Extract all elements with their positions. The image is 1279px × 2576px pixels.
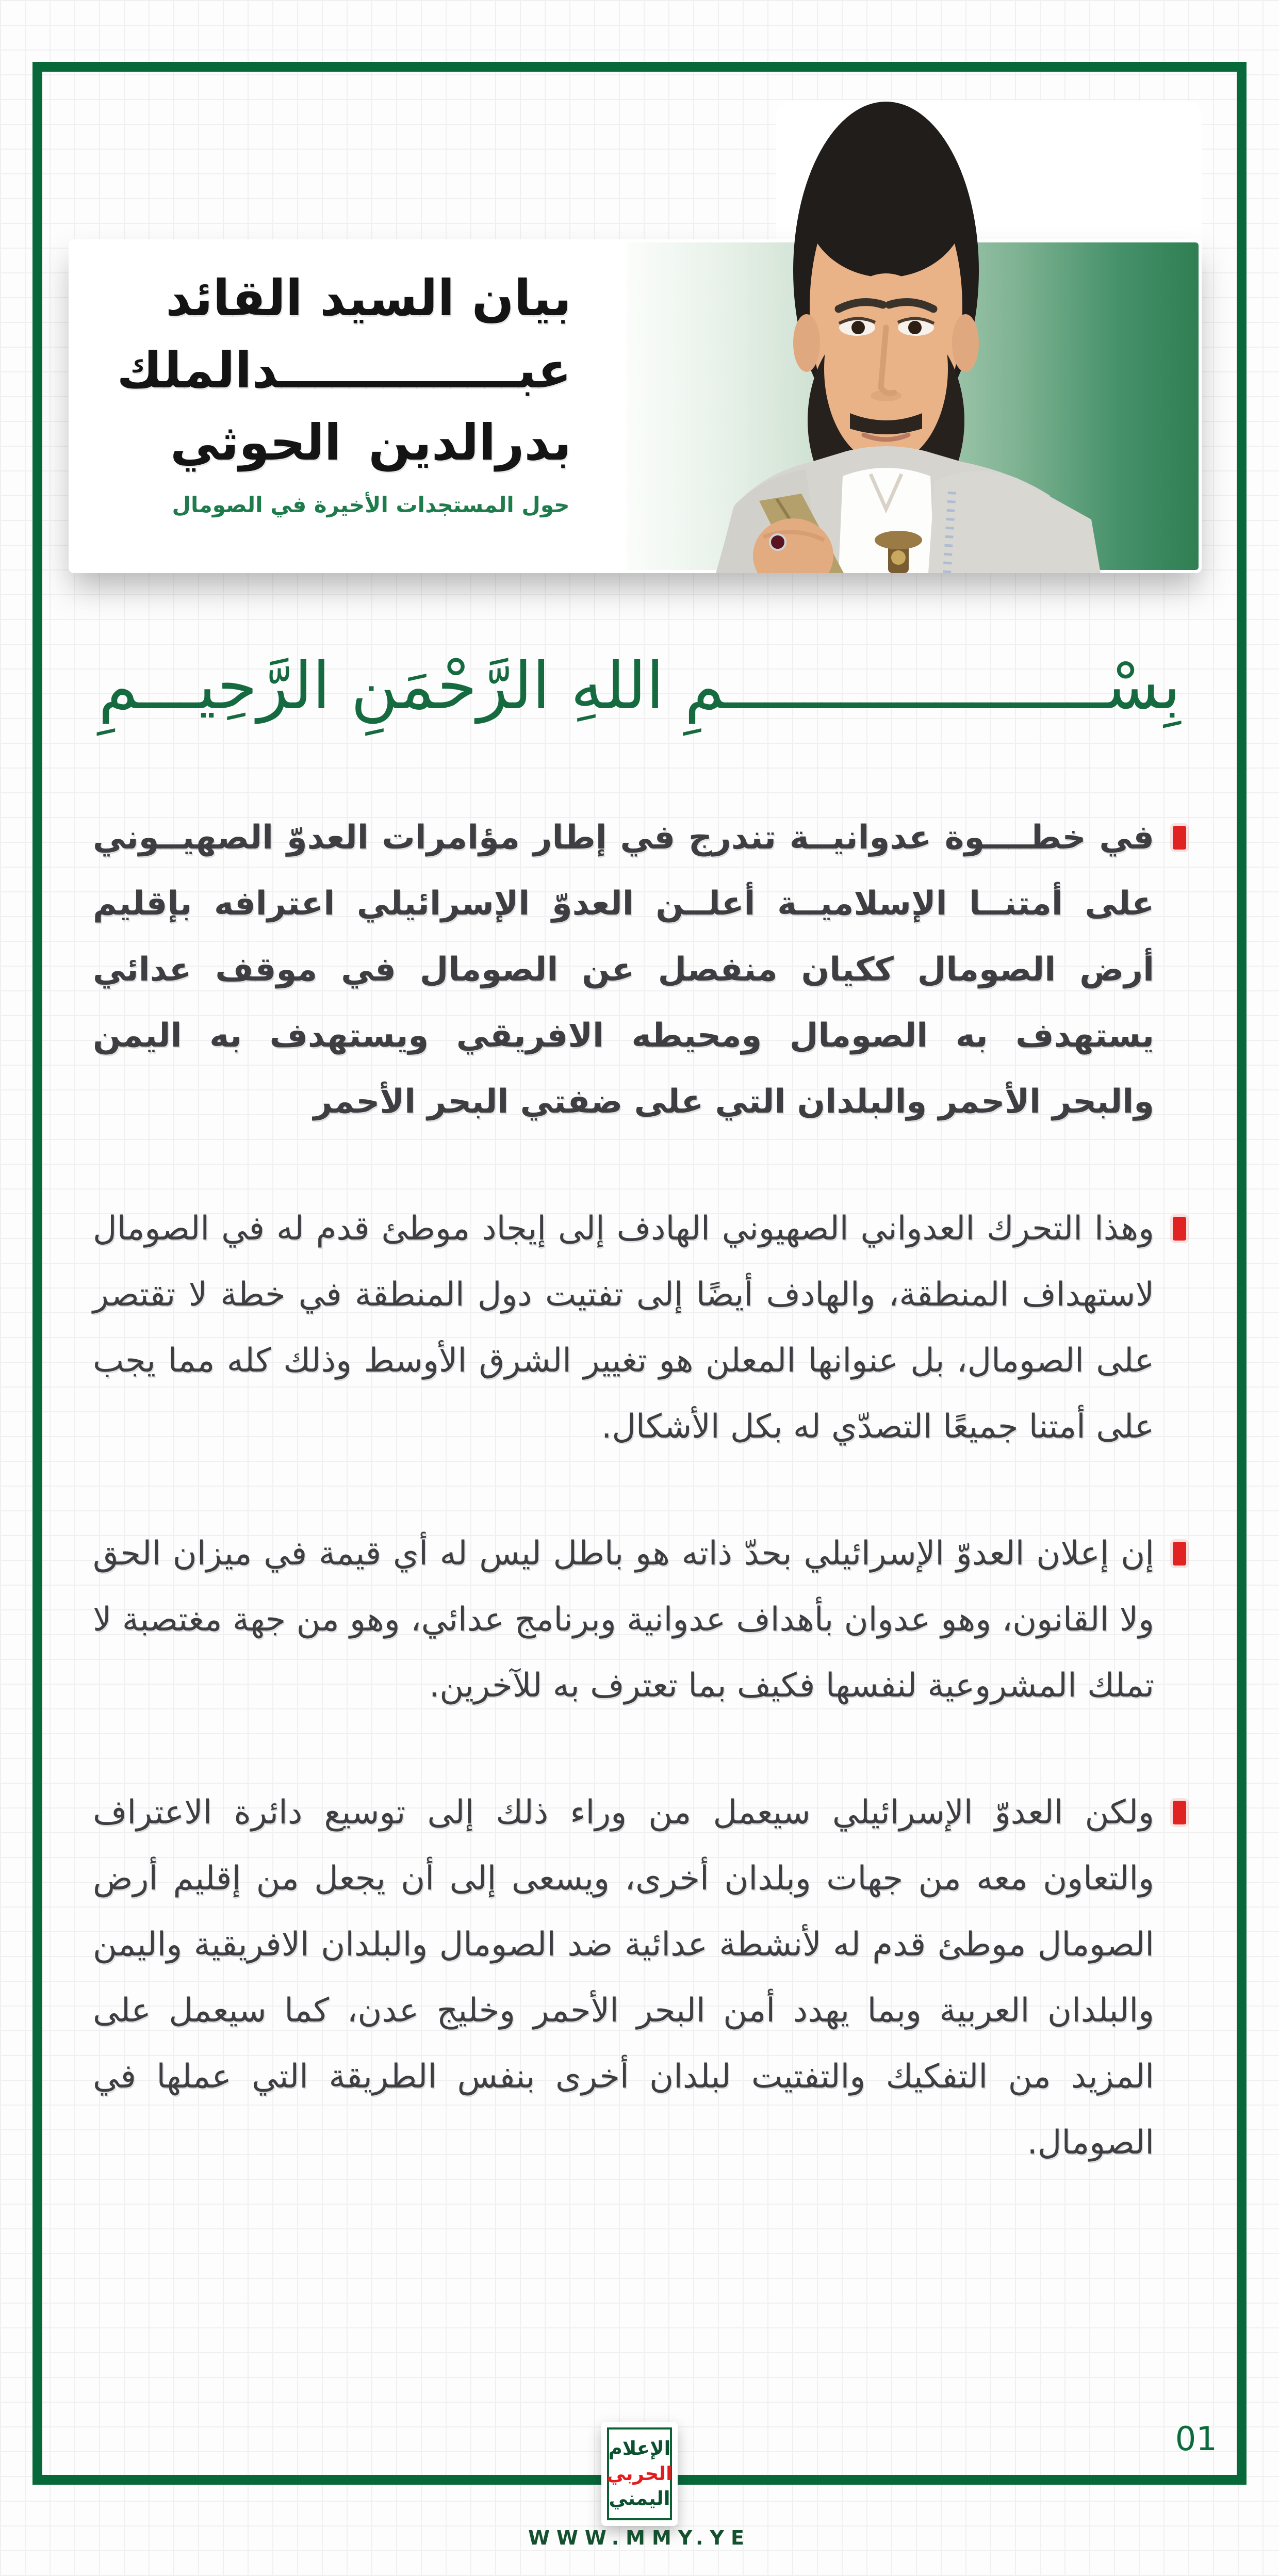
statement-paragraph: [93, 1521, 1186, 1719]
statement-paragraph: [93, 1196, 1186, 1460]
portrait-ear-left: [952, 314, 979, 372]
title-line-1: بيان السيد القائد: [166, 269, 571, 327]
bullet-icon: [1173, 1217, 1186, 1241]
leader-portrait: [686, 101, 1202, 573]
page-number: 01: [1175, 2420, 1217, 2458]
portrait-shawl-right: [928, 471, 1101, 573]
portrait-dagger-jewel: [891, 550, 906, 565]
title-line-3: بدرالدين الحوثي: [170, 414, 571, 471]
paragraph-text: إن إعلان العدوّ الإسرائيلي بحدّ ذاته هو باطل ليس له أي قيمة في ميزان الحق ولا القانون، وهو عدوان بأهداف عدوانية وبرنامج عدائي، وهو من جهة مغتصبة لا تملك المشروعية لنفسها فكيف بما تعترف به للآخرين.: [93, 1535, 1154, 1705]
portrait-cheeks: [824, 273, 948, 464]
bullet-icon: [1173, 1542, 1186, 1566]
portrait-iris-right: [851, 321, 865, 334]
subtitle: حول المستجدات الأخيرة في الصومال: [172, 492, 570, 517]
portrait-shirt: [839, 468, 934, 573]
website-url: WWW.MMY.YE: [528, 2526, 751, 2549]
portrait-ring: [770, 534, 785, 550]
logo-line-2: الحربي: [606, 2462, 673, 2485]
statement-body: [93, 805, 1186, 2237]
bullet-icon: [1173, 826, 1186, 850]
portrait-ear-right: [793, 314, 820, 372]
bismillah-calligraphy: بِسْــــــــــــــــــــمِ اللهِ الرَّحْمَنِ الرَّحِيـــمِ: [98, 649, 1181, 724]
portrait-iris-left: [908, 321, 922, 334]
portrait-hairline: [806, 135, 966, 278]
portrait-nostrils: [871, 390, 901, 401]
bullet-icon: [1173, 1801, 1186, 1824]
military-media-logo: [601, 2422, 678, 2526]
statement-paragraph: [93, 1780, 1186, 2176]
portrait-dagger-cap: [875, 531, 922, 549]
logo-border-box: [607, 2427, 672, 2520]
logo-line-3: اليمني: [609, 2487, 670, 2510]
logo-line-1: الإعلام: [608, 2437, 671, 2460]
paragraph-text: ولكن العدوّ الإسرائيلي سيعمل من وراء ذلك إلى توسيع دائرة الاعتراف والتعاون معه من جهات وبلدان أخرى، ويسعى إلى أن يجعل من إقليم أرض الصومال موطئ قدم له لأنشطة عدائية ضد الصومال والبلدان الافريقية واليمن والبلدان العربية وبما يهدد أمن البحر الأحمر وخليج عدن، كما سيعمل على المزيد من التفكيك والتفتيت لبلدان أخرى بنفس الطريقة التي عملها في الصومال.: [93, 1794, 1154, 2162]
title-line-2: عبــــــــــــــدالملك: [117, 341, 571, 399]
paragraph-text: وهذا التحرك العدواني الصهيوني الهادف إلى إيجاد موطئ قدم له في الصومال لاستهداف المنطقة، والهادف أيضًا إلى تفتيت دول المنطقة في خطة لا تقتصر على الصومال، بل عنوانها المعلن هو تغيير الشرق الأوسط وذلك كله مما يجب على أمتنا جميعًا التصدّي له بكل الأشكال.: [93, 1210, 1154, 1446]
paragraph-text: في خطــــوة عدوانيــة تندرج في إطار مؤامرات العدوّ الصهيــوني على أمتنــا الإسلاميــة أعلــن العدوّ الإسرائيلي اعترافه بإقليم أرض الصومال ككيان منفصل عن الصومال في موقف عدائي يستهدف به الصومال ومحيطه الافريقي ويستهدف به اليمن والبحر الأحمر والبلدان التي على ضفتي البحر الأحمر: [93, 819, 1154, 1121]
statement-paragraph: [93, 805, 1186, 1135]
title-block: [117, 262, 571, 517]
